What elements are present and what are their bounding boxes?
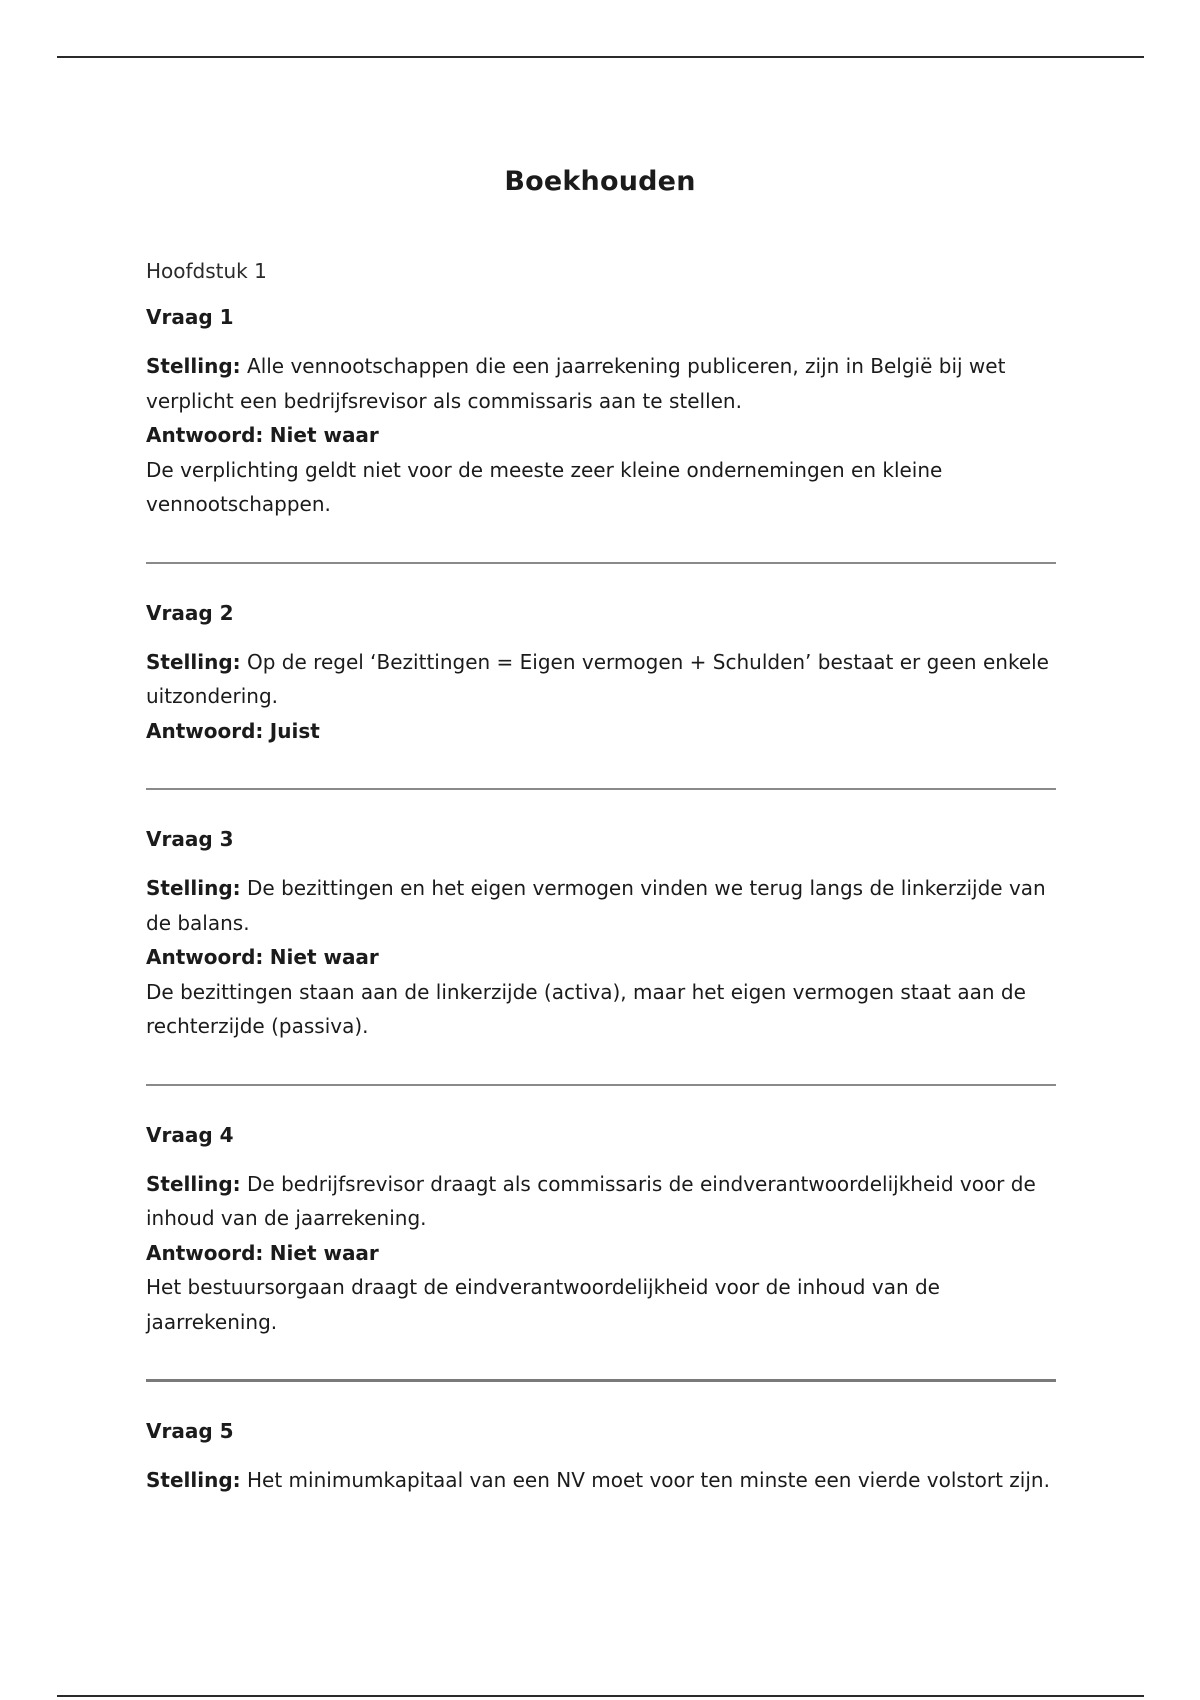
statement — [146, 349, 1056, 418]
section-divider — [146, 788, 1056, 790]
answer-value: Niet waar — [269, 945, 379, 969]
section-divider — [146, 562, 1056, 564]
explanation: De bezittingen staan aan de linkerzijde (activa), maar het eigen vermogen staat aan de rechterzijde (passiva). — [146, 979, 1026, 1038]
answer — [146, 940, 1056, 975]
statement-label: Stelling: — [146, 1171, 241, 1196]
statement-text: Het minimumkapitaal van een NV moet voor ten minste een vierde volstort zijn. — [247, 1468, 1050, 1492]
statement — [146, 871, 1056, 940]
answer — [146, 1236, 1056, 1271]
question-3 — [146, 826, 1056, 1044]
statement-text: Op de regel ‘Bezittingen = Eigen vermogen + Schulden’ bestaat er geen enkele uitzondering. — [146, 649, 1049, 708]
statement-text: De bezittingen en het eigen vermogen vinden we terug langs de linkerzijde van de balans. — [146, 876, 1046, 935]
statement — [146, 1167, 1056, 1236]
answer-value: Niet waar — [269, 1240, 379, 1265]
answer — [146, 418, 1056, 453]
question-heading: Vraag 4 — [146, 1122, 234, 1147]
question-2 — [146, 600, 1056, 749]
answer-label: Antwoord: — [146, 423, 264, 447]
statement — [146, 645, 1056, 714]
question-heading: Vraag 1 — [146, 305, 234, 329]
answer-label: Antwoord: — [146, 718, 264, 743]
answer-label: Antwoord: — [146, 1240, 264, 1265]
chapter-label: Hoofdstuk 1 — [146, 259, 267, 283]
statement-label: Stelling: — [146, 649, 241, 674]
answer — [146, 714, 1056, 749]
statement-label: Stelling: — [146, 876, 241, 900]
statement-label: Stelling: — [146, 354, 241, 378]
question-heading: Vraag 3 — [146, 827, 234, 851]
page-bottom-rule — [57, 1695, 1144, 1697]
question-5 — [146, 1418, 1056, 1498]
section-divider — [146, 1084, 1056, 1086]
answer-label: Antwoord: — [146, 945, 264, 969]
section-divider — [146, 1379, 1056, 1382]
question-4 — [146, 1122, 1056, 1340]
page-top-rule — [57, 56, 1144, 58]
statement-text: De bedrijfsrevisor draagt als commissaris de eindverantwoordelijkheid voor de inhoud van de jaarrekening. — [146, 1171, 1036, 1230]
answer-value: Niet waar — [269, 423, 379, 447]
statement-label: Stelling: — [146, 1468, 241, 1492]
question-heading: Vraag 5 — [146, 1419, 234, 1443]
explanation: De verplichting geldt niet voor de meeste zeer kleine ondernemingen en kleine vennootschappen. — [146, 457, 943, 516]
question-heading: Vraag 2 — [146, 600, 234, 625]
document-title: Boekhouden — [504, 166, 696, 198]
question-1 — [146, 304, 1056, 522]
answer-value: Juist — [269, 718, 320, 743]
document-body — [146, 258, 1056, 1498]
explanation: Het bestuursorgaan draagt de eindverantwoordelijkheid voor de inhoud van de jaarrekening. — [146, 1275, 940, 1334]
statement — [146, 1463, 1056, 1498]
statement-text: Alle vennootschappen die een jaarrekening publiceren, zijn in België bij wet verplicht een bedrijfsrevisor als commissaris aan te stellen. — [146, 354, 1006, 413]
